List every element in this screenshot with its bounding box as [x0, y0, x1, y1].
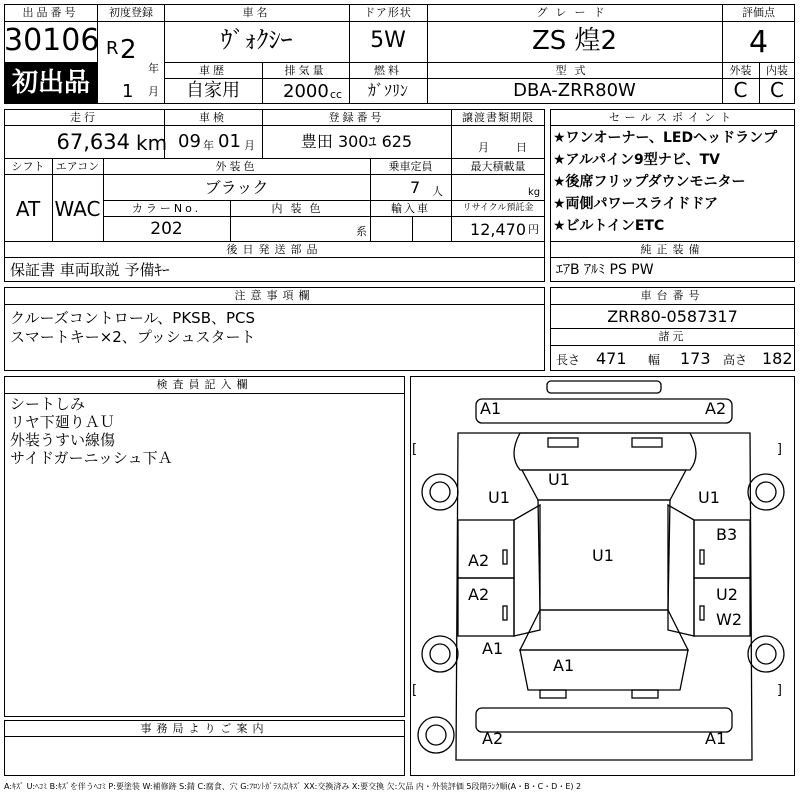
- displacement-label: 排気量: [284, 64, 327, 77]
- sales-point-1: ★ワンオーナー、LEDヘッドランプ: [553, 130, 778, 146]
- chassis-number: ZRR80-0587317: [607, 307, 738, 326]
- mileage-label: 走行: [70, 111, 98, 124]
- mark-right-fender: U1: [698, 488, 720, 507]
- inspection-label: 車検: [199, 111, 227, 124]
- spare-wheel-shape: [418, 717, 454, 753]
- model-name: ｳﾞｫｸｼｰ: [220, 26, 293, 54]
- height: 182: [762, 349, 793, 368]
- length: 471: [596, 349, 627, 368]
- mileage: 67,634: [56, 130, 130, 154]
- inspector-line-2: リヤ下廻りＡＵ: [10, 413, 115, 431]
- recycle-fee: 12,470: [470, 220, 526, 239]
- score: 4: [748, 25, 769, 60]
- capacity: 7: [410, 178, 421, 197]
- windshield-shape: [522, 470, 686, 500]
- mark-tailgate: A1: [553, 656, 575, 675]
- length-label: 長さ: [556, 353, 581, 367]
- notes-line-2: スマートキー×2、プッシュスタート: [10, 328, 256, 346]
- inspector-label: 検査員記入欄: [156, 378, 253, 391]
- grade: ZS 煌2: [531, 26, 618, 56]
- mark-left-front-door: A2: [468, 551, 490, 570]
- registration-month: 1: [122, 81, 134, 102]
- sales-point-3: ★後席フリップダウンモニター: [553, 174, 746, 190]
- headlight-right-shape: [632, 438, 662, 447]
- taillight-left-shape: [540, 690, 566, 698]
- wheel-rear-left-shape: [422, 636, 458, 672]
- notes-line-1: クルーズコントロール、PKSB、PCS: [10, 309, 256, 327]
- interior-color-unit: 系: [356, 225, 367, 238]
- inspector-line-1: シートしみ: [10, 395, 86, 413]
- front-bumper-shape: [476, 399, 732, 423]
- lot-number: 30106: [4, 23, 100, 58]
- rear-bumper-shape: [476, 708, 732, 732]
- after-parts-label: 後日発送部品: [226, 243, 323, 256]
- model-name-label: 車名: [242, 6, 271, 19]
- inspection-year: 09: [178, 131, 201, 152]
- inspection-month-unit: 月: [244, 139, 255, 152]
- interior-grade-label: 内装: [766, 64, 788, 77]
- ac: WAC: [54, 197, 101, 221]
- history-label: 車歴: [199, 64, 227, 77]
- mark-rear-left: A2: [482, 729, 504, 748]
- equipment: ｴｱB ｱﾙﾐ PS PW: [556, 262, 654, 278]
- width: 173: [680, 349, 711, 368]
- mileage-unit: km: [136, 131, 168, 155]
- headlight-left-shape: [548, 438, 578, 447]
- wheel-front-left-shape: [422, 474, 458, 510]
- history: 自家用: [186, 80, 240, 101]
- max-load-label: 最大積載量: [470, 160, 526, 173]
- mark-right-front-door: B3: [716, 525, 738, 544]
- equipment-label: 純正装備: [640, 243, 705, 256]
- year-unit: 年: [148, 62, 159, 75]
- mark-right-rear-door-2: W2: [716, 610, 742, 629]
- plate-number: 豊田 300ﾕ 625: [300, 132, 413, 151]
- grade-label: グレード: [536, 6, 613, 19]
- inspector-line-3: 外装うすい線傷: [10, 431, 116, 449]
- capacity-unit: 人: [432, 185, 443, 198]
- month-unit: 月: [148, 85, 159, 98]
- notes-label: 注意事項欄: [234, 289, 315, 302]
- height-label: 高さ: [723, 353, 748, 367]
- plate-label: 登録番号: [328, 111, 385, 124]
- inspector-line-4: サイドガーニッシュ下Ａ: [10, 449, 173, 467]
- dimensions-label: 諸元: [658, 330, 687, 343]
- inspection-month: 01: [218, 131, 241, 152]
- taillight-right-shape: [632, 690, 658, 698]
- transfer-month-unit: 月: [478, 141, 489, 154]
- mark-right-rear-door-1: U2: [716, 585, 738, 604]
- displacement-unit: cc: [330, 88, 343, 101]
- shift: AT: [15, 197, 41, 221]
- first-listing-text: 初出品: [11, 68, 90, 98]
- exterior-grade: C: [733, 78, 748, 102]
- sales-point-5: ★ビルトインETC: [553, 218, 665, 234]
- body-outline-shape: [456, 433, 752, 760]
- mark-front-right: A2: [705, 399, 727, 418]
- hood-shape: [514, 433, 696, 470]
- front-grille-shape: [547, 381, 661, 393]
- sales-points-label: セールスポイント: [608, 111, 736, 124]
- model-code-label: 型式: [555, 64, 594, 77]
- inspection-year-unit: 年: [203, 139, 214, 152]
- transfer-deadline-label: 譲渡書類期限: [462, 111, 534, 124]
- mark-rear-right: A1: [705, 729, 727, 748]
- interior-grade: C: [770, 78, 784, 102]
- recycle-unit: 円: [528, 223, 539, 236]
- mark-left-fender: U1: [488, 488, 510, 507]
- first-registration-label: 初度登録: [109, 6, 153, 19]
- door-type: 5W: [370, 28, 406, 53]
- max-load-unit: kg: [528, 187, 541, 198]
- color: ブラック: [204, 178, 269, 197]
- capacity-label: 乗車定員: [388, 160, 433, 173]
- tailgate-shape: [520, 650, 688, 690]
- recycle-label: リサイクル預託金: [462, 203, 534, 213]
- fuel: ｶﾞｿﾘﾝ: [367, 81, 408, 100]
- displacement: 2000: [283, 81, 329, 102]
- chassis-label: 車台番号: [640, 289, 705, 302]
- exterior-grade-label: 外装: [729, 64, 752, 77]
- wheel-rear-right-shape: [748, 636, 784, 672]
- fuel-label: 燃料: [374, 64, 402, 77]
- lot-number-label: 出品番号: [22, 6, 79, 19]
- office-label: 事務局よりご案内: [140, 722, 269, 735]
- legend: A:ｷｽﾞ U:ﾍｺﾐ B:ｷｽﾞを伴うﾍｺﾐ P:要塗装 W:補修跡 S:錆 C:腐食、穴 G:ﾌﾛﾝﾄｶﾞﾗｽ点ｷｽﾞ XX:交換済み X:要交換 欠:欠品 内・外装評価 5段階ﾗﾝｸ順(A・B・C・D・E) 2: [4, 782, 582, 791]
- after-parts: 保証書 車両取説 予備ｷｰ: [10, 261, 170, 279]
- rear-window-shape: [520, 610, 688, 650]
- width-label: 幅: [648, 353, 661, 367]
- shift-label: シフト: [11, 160, 45, 173]
- model-code: DBA-ZRR80W: [513, 80, 636, 101]
- mark-hood: U1: [548, 470, 570, 489]
- mark-left-rear-fender: A1: [482, 639, 504, 658]
- door-label: ドア形状: [364, 6, 412, 19]
- mark-front-left: A1: [480, 399, 502, 418]
- registration-era: R: [106, 38, 119, 59]
- color-no: 202: [150, 219, 183, 239]
- transfer-day-unit: 日: [516, 141, 527, 154]
- ac-label: エアコン: [55, 160, 100, 173]
- color-label: 外装色: [215, 160, 258, 173]
- interior-color-label: 内装色: [271, 202, 329, 215]
- sales-point-2: ★アルパイン9型ナビ、TV: [553, 152, 720, 168]
- score-label: 評価点: [742, 6, 775, 19]
- sales-point-4: ★両側パワースライドドア: [553, 196, 719, 212]
- color-no-label: カラーNo.: [131, 202, 202, 215]
- import-label: 輸入車: [391, 202, 430, 215]
- bracket-rear: [ ]: [412, 683, 782, 698]
- wheel-front-right-shape: [748, 474, 784, 510]
- registration-year: 2: [120, 35, 137, 65]
- mark-roof: U1: [592, 546, 614, 565]
- bracket-front: [ ]: [412, 442, 782, 457]
- mark-left-rear-door: A2: [468, 585, 490, 604]
